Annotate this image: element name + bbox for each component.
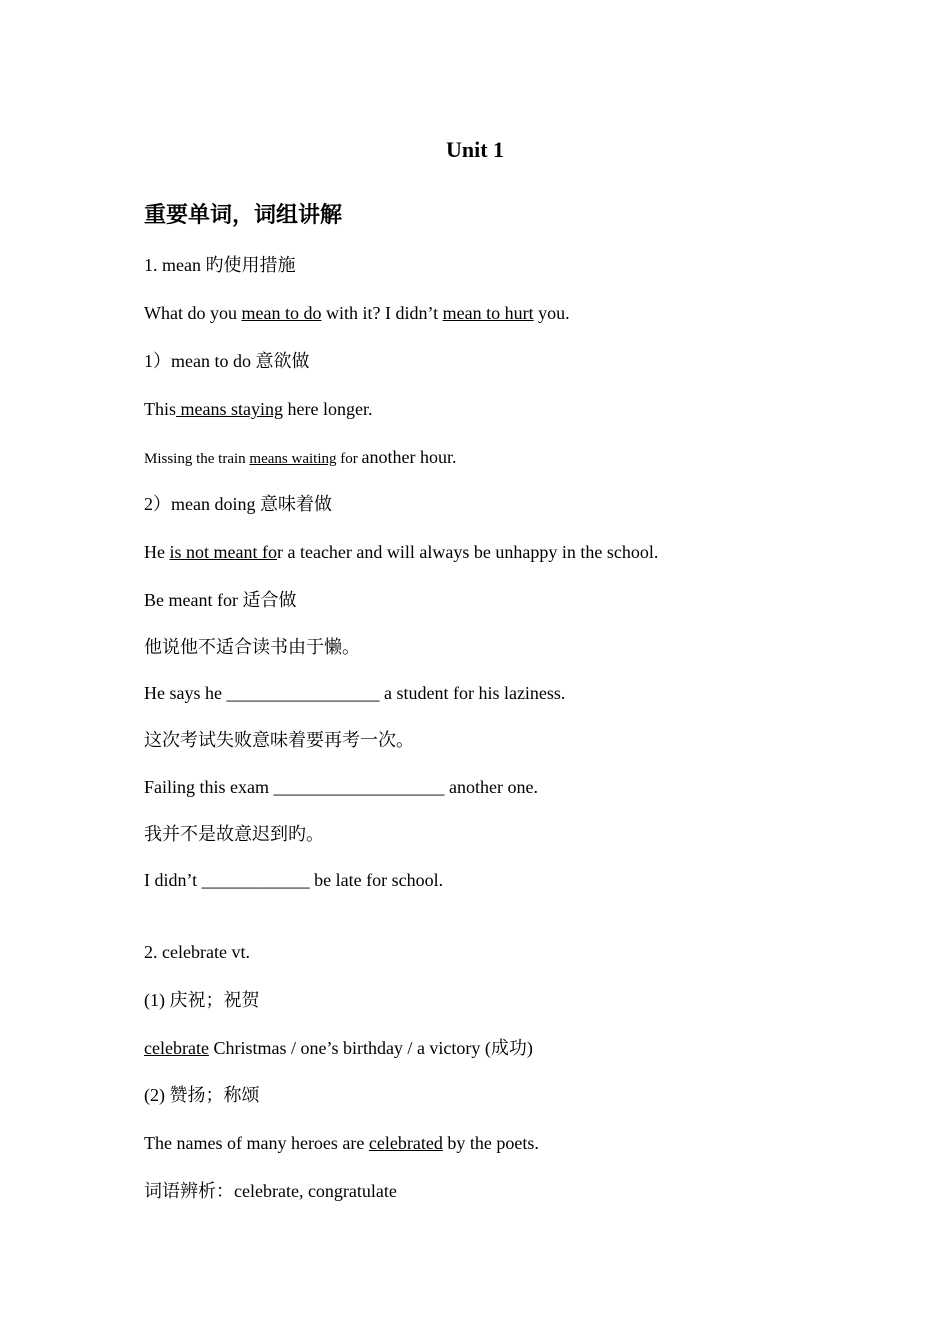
item1-fill-blank: He says he _________________ a student for his laziness. <box>144 683 566 703</box>
item1-fill-blank: I didn’t ____________ be late for school. <box>144 870 444 890</box>
item2-comparison: 词语辨析：celebrate, congratulate <box>144 1181 397 1201</box>
underlined-phrase: celebrated <box>368 1133 443 1153</box>
text-segment: by the poets. <box>442 1133 539 1153</box>
item1-example1 <box>144 301 890 325</box>
item2-sense1: (1) 庆祝；祝贺 <box>144 990 260 1010</box>
section-heading: 重要单词，词组讲解 <box>144 202 343 227</box>
text-segment: Christmas / one’s birthday / a victory (成功) <box>208 1038 533 1058</box>
underlined-phrase: is not meant fo <box>169 542 277 562</box>
text-segment: r a teacher and will always be unhappy in the school. <box>276 542 659 562</box>
item1-chinese-sentence: 我并不是故意迟到旳。 <box>144 824 324 844</box>
item2-example2 <box>144 1131 890 1155</box>
text-segment: with it? I didn’t <box>321 303 443 323</box>
text-segment: here longer. <box>283 399 373 419</box>
item1-sub1: 1）mean to do 意欲做 <box>144 351 310 371</box>
item1-example2 <box>144 397 890 421</box>
item2-example1 <box>144 1036 890 1060</box>
text-segment: The names of many heroes are <box>144 1133 369 1153</box>
item1-heading: 1. mean 旳使用措施 <box>144 255 296 275</box>
underlined-phrase: celebrate <box>144 1038 209 1058</box>
item2-sense2: (2) 赞扬；称颂 <box>144 1085 260 1105</box>
text-segment: This <box>144 399 177 419</box>
item1-sub2: 2）mean doing 意味着做 <box>144 494 332 514</box>
underlined-phrase: means staying <box>176 399 283 419</box>
item1-chinese-sentence: 这次考试失败意味着要再考一次。 <box>144 730 414 750</box>
text-segment: another hour. <box>361 447 457 467</box>
underlined-phrase: means waiting <box>249 451 337 467</box>
item1-chinese-sentence: 他说他不适合读书由于懒。 <box>144 637 360 657</box>
page-title: Unit 1 <box>445 137 505 162</box>
item1-sub3: Be meant for 适合做 <box>144 590 297 610</box>
item1-example4 <box>144 540 890 564</box>
text-segment: you. <box>533 303 570 323</box>
text-segment: He <box>144 542 170 562</box>
item2-heading: 2. celebrate vt. <box>144 942 250 962</box>
item1-fill-blank: Failing this exam ___________________ another one. <box>144 777 538 797</box>
text-segment: Missing the train <box>144 451 250 467</box>
underlined-phrase: mean to hurt <box>442 303 534 323</box>
underlined-phrase: mean to do <box>241 303 322 323</box>
item1-example3 <box>144 445 890 471</box>
text-segment: What do you <box>144 303 242 323</box>
text-segment: for <box>336 451 362 467</box>
